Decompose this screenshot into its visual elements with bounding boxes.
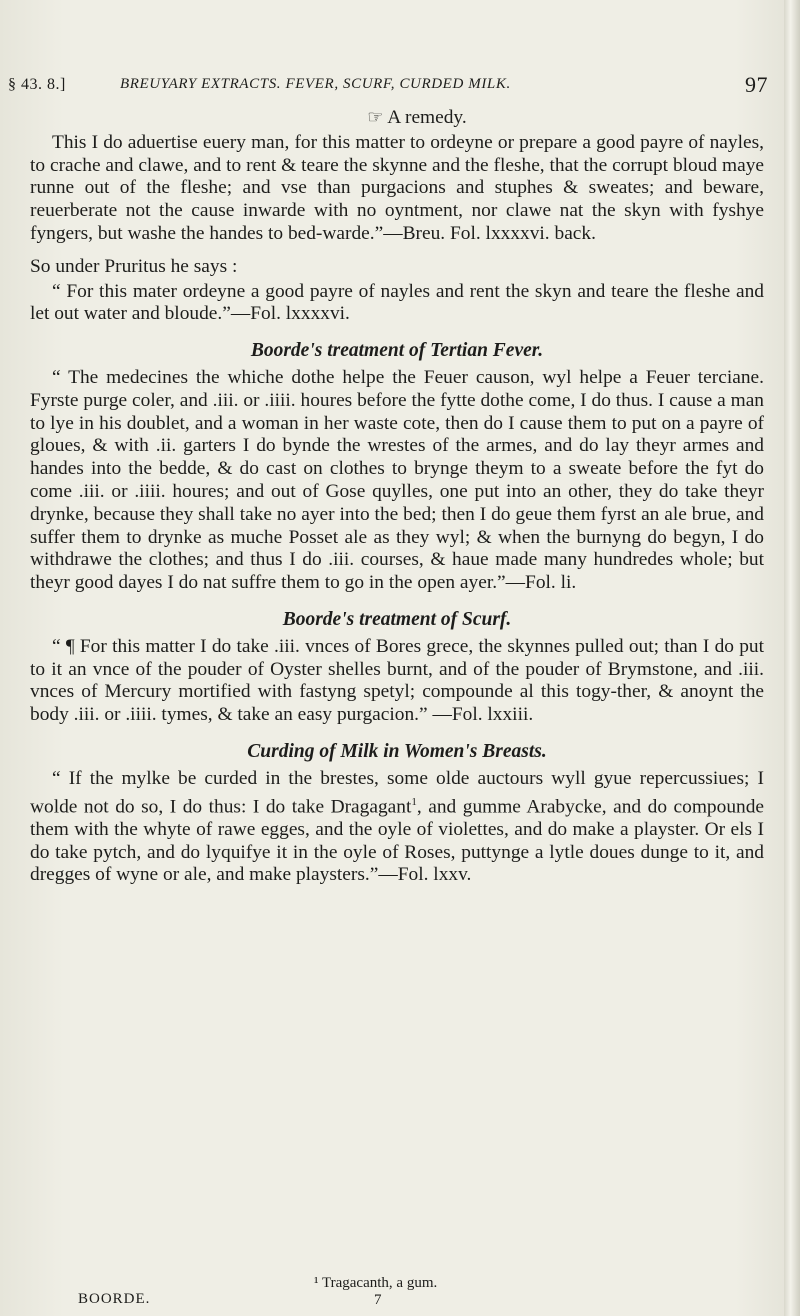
paragraph-pruritus: So under Pruritus he says :: [30, 255, 238, 277]
paragraph-nayles-quote: “ For this mater ordeyne a good payre of nayles and rent the skyn and teare the fleshe and let out water and bloude.”—Fol. lxxxxvi.: [30, 280, 764, 325]
remedy-label: ☞ A remedy.: [367, 107, 467, 128]
paragraph-aduertise: This I do aduertise euery man, for this matter to ordeyne or prepare a good payre of nayles, to crache and clawe, and to rent & teare the skynne and the fleshe, that the corrupt bloud maye runne out of the fleshe; and vse than purgacions and stuphes & sweates; and beware, reuerberate not the cause inwarde with no oyntment, nor clawe nat the skyn with fyshye fyngers, but washe the handes to bed-warde.”—Breu. Fol. lxxxxvi. back.: [30, 131, 764, 244]
heading-curding-milk: Curding of Milk in Women's Breasts.: [247, 740, 547, 762]
footnote: ¹ Tragacanth, a gum.: [314, 1275, 438, 1291]
running-title: BREUYARY EXTRACTS. FEVER, SCURF, CURDED MILK.: [120, 76, 511, 92]
footnote-marker: 1: [411, 795, 417, 808]
pointing-hand-icon: ☞: [367, 107, 384, 127]
paragraph-tertian-fever: “ The medecines the whiche dothe helpe the Feuer causon, wyl helpe a Feuer terciane. Fyrste purge coler, and .iii. or .iiii. houres before the fytte dothe come, I do thus. I cause a man to lye in his doublet, and a woman in her waste cote, then do I cause them to put on a payre of gloues, & with .ii. garters I do bynde the wrestes of the armes, and do lay theyr armes and handes into the bedde, & do cast on clothes to brynge theym to a sweate before the fyt do come .iii. or .iiii. houres; and out of Gose quylles, one put into an other, they do take theyr drynke, because they shall take no ayer into the bed; then I do geue them fyrst an ale brue, and suffer them to drynke as muche Posset ale as they wyl; & when the burnyng do begyn, I do withdrawe the clothes; and thus I do .iii. courses, & haue made many hundredes whole; but theyr good dayes I do nat suffre them to go in the open ayer.”—Fol. li.: [30, 366, 764, 594]
signature-number: 7: [374, 1292, 382, 1308]
signature-mark: BOORDE.: [78, 1291, 151, 1307]
running-header: [8, 72, 768, 98]
footnote-area: [30, 1275, 764, 1315]
section-reference: § 43. 8.]: [8, 76, 66, 93]
heading-scurf: Boorde's treatment of Scurf.: [282, 608, 512, 630]
page-edge: [784, 0, 800, 1316]
paragraph-curding-milk: “ If the mylke be curded in the brestes, some olde auctours wyll gyue repercussiues; I wolde not do so, I do thus: I do take Dragagant$^1$, and gumme Arabycke, and do compounde them with the whyte of rawe egges, and the oyle of violettes, and do make a playster. Or els I do take pytch, and do lyquifye it in the oyle of Roses, puttynge a lytle doues dunge to it, and dregges of wyne or ale, and make playsters.”—Fol. lxxv.: [30, 767, 765, 886]
paragraph-scurf: “ ¶ For this matter I do take .iii. vnces of Bores grece, the skynnes pulled out; than I do put to it an vnce of the pouder of Oyster shelles burnt, and of the pouder of Brymstone, and .iii. vnces of Mercury mortified with fastyng spetyl; compounde al this togy-ther, & anoynt the body .iii. or .iiii. tymes, & take an easy purgacion.” —Fol. lxxiii.: [30, 635, 764, 726]
page-body: [30, 106, 764, 887]
page-number: 97: [745, 72, 768, 97]
heading-tertian-fever: Boorde's treatment of Tertian Fever.: [250, 340, 544, 362]
